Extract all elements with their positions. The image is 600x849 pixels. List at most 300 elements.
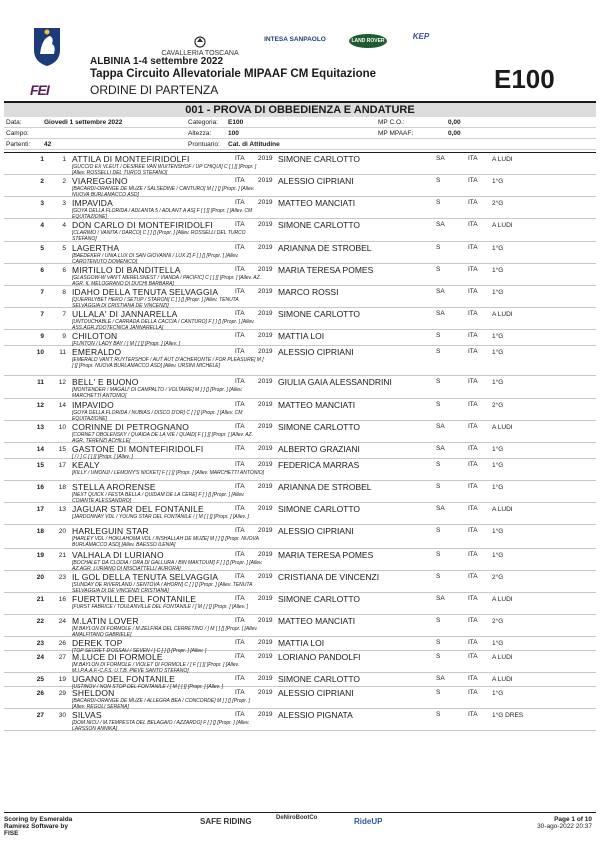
sponsor-rideup: RideUP [354,817,383,826]
order-position: 19 [36,552,44,559]
table-row [4,242,596,264]
rider-class: 1°G [492,462,504,469]
rider-nation: ITA [468,378,478,385]
horse-nation: ITA [235,445,245,452]
horse-name: MIRTILLO DI BANDITELLA [72,265,181,275]
horse-year: 2019 [258,639,273,646]
table-row [4,593,596,615]
horse-year: 2019 [258,675,273,682]
rider-category: SA [436,595,445,602]
prontuario-label: Prontuario: [188,141,220,148]
order-position: 16 [36,484,44,491]
horse-name: GASTONE DI MONTEFIRIDOLFI [72,444,204,454]
horse-pedigree: [EMERALD VAN'T RUYTERSHOF / AUT AUT D'ACHERONTE / FOR PLEASURE] M [ ] [] [Propr. NUOVA BURLAMACCO ASD] [Allev. URSINI MICHELE] [72,357,264,369]
table-row [4,481,596,503]
horse-name: JAGUAR STAR DEL FONTANILE [72,504,204,514]
rider-class: A LUDI [492,654,513,661]
horse-year: 2019 [258,445,273,452]
order-position: 24 [36,654,44,661]
rider-category: S [436,177,441,184]
scoring-credit: Scoring by Esmeralda Ramirez Software by FISE [4,816,73,837]
rider-name: ALESSIO CIPRIANI [278,347,354,357]
order-position: 20 [36,574,44,581]
rider-class: A LUDI [492,506,513,513]
competition-title: 001 - PROVA DI OBBEDIENZA E ANDATURE [4,101,596,117]
class-code: E100 [494,64,555,94]
horse-name: STELLA ARORENSE [72,482,156,492]
rider-category: S [436,332,441,339]
horse-nation: ITA [235,378,245,385]
horse-year: 2019 [258,689,273,696]
horse-year: 2019 [258,595,273,602]
rider-category: SA [436,221,445,228]
rider-name: SIMONE CARLOTTO [278,154,361,164]
table-row [4,637,596,654]
horse-pedigree: [M.BAYLON DI FORMOLE / M.ZELFIRA DEL CERRETINO / ] M [ ] [] [Propr. ] [Allev. AMALFITANO GABRIELE] [72,626,258,638]
horse-pedigree: [GLASGOW-W VAN'T MERELSNEST / VIANDA / PACIFIC] C [ ] [] [Propr. ] [Allev. AZ. AGR. IL MELOGRANO DI DUCHI BARBARA] [72,275,262,287]
rider-class: 1°G [492,289,504,296]
horse-name: IL GOL DELLA TENUTA SELVAGGIA [72,572,219,582]
rider-category: S [436,617,441,624]
horse-name: IDAHO DELLA TENUTA SELVAGGIA [72,287,219,297]
horse-nation: ITA [235,348,245,355]
horse-nation: ITA [235,711,245,718]
page-info [537,816,592,830]
horse-year: 2019 [258,483,273,490]
rider-category: SA [436,310,445,317]
horse-name: BELL' E BUONO [72,377,139,387]
horse-pedigree: [USTINOV / NON STOP DEL FONTANILE / ] M [ ] [] [Propr. ] [Allev. ] [72,684,223,690]
mpmpaaf-label: MP MPAAF: [378,130,414,137]
partenti-label: Partenti: [6,141,31,148]
order-position: 7 [40,311,44,318]
table-row [4,219,596,242]
rider-name: GIULIA GAIA ALESSANDRINI [278,377,392,387]
order-position: 3 [40,200,44,207]
table-row [4,459,596,481]
horse-name: M.LATIN LOVER [72,616,139,626]
rider-category: S [436,461,441,468]
horse-name: LAGERTHA [72,243,120,253]
rider-class: 1°G [492,245,504,252]
bib-number: 29 [58,690,66,697]
rider-nation: ITA [468,445,478,452]
data-value: Giovedì 1 settembre 2022 [44,119,123,126]
horse-nation: ITA [235,310,245,317]
horse-nation: ITA [235,505,245,512]
table-row [4,308,596,330]
rider-nation: ITA [468,155,478,162]
horse-pedigree: [BACARDI-ORANGE DE MUZE / SALSEDINE / CANTURO] M [ ] [] [Propr. ] [Allev. NUOVA BURLAMACCO ASD] [72,186,255,198]
bib-number: 2 [62,178,66,185]
horse-nation: ITA [235,653,245,660]
table-row [4,399,596,421]
rider-class: 2°G [492,574,504,581]
horse-pedigree: [M.BAYLON DI FORMOLE / VIOLET DI FORMOLE / ] F [ ] [] [Propr. ] [Allev. M.I.P.A.A.F.-C.F.S. U.T.B. PIEVE SANTO STEFANO] [72,662,240,674]
bib-number: 18 [58,484,66,491]
rider-name: SIMONE CARLOTTO [278,309,361,319]
order-position: 18 [36,528,44,535]
order-position: 21 [36,596,44,603]
horse-pedigree: [MONTENDER / MAGALI' DI CAMPALTO / VOLTAIRE] M [ ] [] [Propr. ] [Allev. MARCHETTI ANTONIO] [72,387,243,399]
order-position: 25 [36,676,44,683]
rider-nation: ITA [468,527,478,534]
order-position: 5 [40,245,44,252]
rider-class: 1°G [492,446,504,453]
bib-number: 19 [58,676,66,683]
table-row [4,197,596,219]
rider-category: S [436,711,441,718]
rider-name: ALESSIO CIPRIANI [278,688,354,698]
rider-category: S [436,639,441,646]
horse-pedigree: [CORNET OBOLENSKY / QUAIDA DE LA VIE / QUAID] F [ ] [] [Propr. ] [Allev. AZ. AGR. TERENZI ACHILLE] [72,432,253,444]
horse-year: 2019 [258,199,273,206]
horse-pedigree: [FLINTON / LADY BAY / ] M [ ] [] [Propr. ] [Allev. ] [72,341,180,347]
rider-name: CRISTIANA DE VINCENZI [278,572,380,582]
sponsor-intesa-sanpaolo: INTESA SANPAOLO [264,36,326,43]
rider-category: S [436,348,441,355]
horse-pedigree: [KILLY / UMONJI / LEMONY'S NICKET] F [ ] [] [Propr. ] [Allev. MARCHETTI ANTONIO] [72,470,265,476]
rider-nation: ITA [468,573,478,580]
bib-number: 17 [58,462,66,469]
event-date: ALBINIA 1-4 settembre 2022 [90,56,224,67]
rider-nation: ITA [468,332,478,339]
rider-nation: ITA [468,711,478,718]
order-title: ORDINE DI PARTENZA [90,83,219,97]
rider-nation: ITA [468,244,478,251]
table-row [4,525,596,549]
rider-name: MATTEO MANCIATI [278,198,356,208]
rider-nation: ITA [468,348,478,355]
prontuario-value: Cat. di Attitudine [228,141,280,148]
rider-category: S [436,199,441,206]
rider-name: MATTIA LOI [278,638,325,648]
rider-name: ALESSIO CIPRIANI [278,176,354,186]
rider-category: S [436,573,441,580]
bib-number: 9 [62,333,66,340]
print-timestamp: 30-ago-2022 20:37 [537,823,592,830]
meta-row-3 [4,139,596,150]
horse-name: CORINNE DI PETROGNANO [72,422,190,432]
order-position: 1 [40,156,44,163]
horse-name: FUERTVILLE DEL FONTANILE [72,594,197,604]
bib-number: 26 [58,640,66,647]
order-position: 11 [37,379,44,386]
order-position: 6 [40,267,44,274]
mpmpaaf-value: 0,00 [448,130,461,137]
horse-name: SHELDON [72,688,115,698]
bib-number: 7 [62,311,66,318]
rider-name: MATTEO MANCIATI [278,616,356,626]
altezza-label: Altezza: [188,130,212,137]
horse-year: 2019 [258,573,273,580]
horse-pedigree: [TOP SECRET D'OSSAU / SEVEN / ] C [ ] [] [Propr. ] [Allev. ] [72,648,207,654]
bib-number: 24 [58,618,66,625]
horse-pedigree: [QUERRLYBET HERO / SETUP / STARON] C [ ] [] [Propr. ] [Allev. TENUTA SELVAGGIA DI CRISTIANA DE VINCENZI] [72,297,239,309]
rider-name: ARIANNA DE STROBEL [278,482,372,492]
rider-category: S [436,266,441,273]
horse-name: EMERALDO [72,347,122,357]
bib-number: 21 [58,552,66,559]
horse-year: 2019 [258,401,273,408]
horse-year: 2019 [258,505,273,512]
categoria-value: E100 [228,119,244,126]
rider-category: S [436,689,441,696]
horse-name: UGANO DEL FONTANILE [72,674,175,684]
rider-nation: ITA [468,310,478,317]
order-position: 7 [40,289,44,296]
rider-class: 1°G [492,640,504,647]
horse-nation: ITA [235,483,245,490]
rider-category: SA [436,155,445,162]
horse-name: KEALY [72,460,100,470]
rider-name: SIMONE CARLOTTO [278,674,361,684]
rider-nation: ITA [468,177,478,184]
horse-name: IMPAVIDA [72,198,113,208]
categoria-label: Categoria: [188,119,218,126]
rider-nation: ITA [468,199,478,206]
horse-year: 2019 [258,244,273,251]
table-row [4,503,596,525]
horse-name: ULLALA' DI JANNARELLA [72,309,178,319]
rider-class: A LUDI [492,424,513,431]
horse-year: 2019 [258,653,273,660]
horse-nation: ITA [235,423,245,430]
horse-pedigree: [HARLEY VDL / HOKLAHOMA VDL / INSHALLAH DE MUZE] M [ ] [] [Propr. NUOVA BURLAMACCO ASD] [Allev. BAESSO ILENIA] [72,536,259,548]
horse-pedigree: [GUCCIO EX VLEUT / DESIREE VAN WUITENSHOF / UP CHIQUI] C [ ] [] [Propr. ] [Allev. ROSSELLI DEL TURCO STEFANO] [72,164,257,176]
table-row [4,153,596,175]
horse-name: VALHALA DI LURIANO [72,550,164,560]
rider-name: SIMONE CARLOTTO [278,594,361,604]
altezza-value: 100 [228,130,239,137]
horse-pedigree: [ / / ] C [ ] [] [Propr. ] [Allev. ] [72,454,133,460]
horse-nation: ITA [235,199,245,206]
table-row [4,346,596,376]
horse-name: IMPAVIDO [72,400,114,410]
bib-number: 6 [62,267,66,274]
rider-class: 1°G [492,528,504,535]
horse-nation: ITA [235,266,245,273]
horse-pedigree: [DOM NICU / M.TEMPESTA DEL BELAGAIO / AZZARDO] F [ ] [] [Propr. ] [Allev. LARSSON ANNIKA] [72,720,250,732]
bib-number: 5 [62,245,66,252]
rider-nation: ITA [468,639,478,646]
rider-name: FEDERICA MARRAS [278,460,360,470]
order-position: 23 [36,640,44,647]
horse-pedigree: [SUNDAY DE RIVERLAND / SENTOVA / AHORN] C [ ] [] [Propr. ] [Allev. TENUTA SELVAGGIA DI DE VINCENZI CRISTIANA] [72,582,253,594]
horse-pedigree: [GOYA DELLA FLORIDA / NUBIAS / DISCO D'OR] C [ ] [] [Propr. ] [Allev. CM EQUITAZIONE] [72,410,243,422]
horse-nation: ITA [235,675,245,682]
rider-class: 1°G [492,349,504,356]
table-row [4,175,596,197]
order-position: 12 [36,402,44,409]
horse-nation: ITA [235,461,245,468]
bib-number: 10 [58,424,66,431]
horse-name: HARLEGUIN STAR [72,526,149,536]
rider-nation: ITA [468,505,478,512]
horse-name: VIAREGGINO [72,176,128,186]
order-position: 9 [40,333,44,340]
bib-number: 4 [62,222,66,229]
horse-year: 2019 [258,155,273,162]
rider-name: SIMONE CARLOTTO [278,504,361,514]
rider-class: A LUDI [492,676,513,683]
fei-logo: FEI [30,82,49,98]
rider-nation: ITA [468,401,478,408]
rider-class: 2°G [492,402,504,409]
rider-name: SIMONE CARLOTTO [278,422,361,432]
horse-nation: ITA [235,689,245,696]
horse-name: DEREK TOP [72,638,123,648]
horse-year: 2019 [258,221,273,228]
table-row [4,687,596,709]
order-position: 14 [36,446,44,453]
horse-year: 2019 [258,711,273,718]
horse-year: 2019 [258,332,273,339]
rider-nation: ITA [468,675,478,682]
meta-row-2 [4,128,596,139]
rider-class: 1°G [492,178,504,185]
order-position: 10 [36,349,44,356]
bib-number: 16 [58,596,66,603]
order-position: 27 [36,712,44,719]
campo-label: Campo: [6,130,29,137]
table-row [4,549,596,571]
horse-year: 2019 [258,461,273,468]
horse-pedigree: [BOCHALET DA CLODIA / ORA DI GALLURA / BIN MAKTOUM] F [ ] [] [Propr. ] [Allev. AZ.AGR. LURIANO DI MISCIATTELLI AURORA] [72,560,263,572]
horse-nation: ITA [235,332,245,339]
rider-category: S [436,378,441,385]
bib-number: 3 [62,200,66,207]
fise-logo [28,24,66,68]
rider-class: 1°G [492,484,504,491]
rider-name: ARIANNA DE STROBEL [278,243,372,253]
rider-class: 1°G [492,552,504,559]
rider-name: MATTIA LOI [278,331,325,341]
sponsor-safe-riding: SAFE RIDING [200,817,252,826]
bib-number: 23 [58,574,66,581]
table-row [4,651,596,673]
rider-name: LORIANO PANDOLFI [278,652,361,662]
rider-nation: ITA [468,221,478,228]
rider-category: SA [436,675,445,682]
rider-nation: ITA [468,617,478,624]
rider-class: 1°G [492,379,504,386]
sponsor-cavalleria-toscana: CAVALLERIA TOSCANA [160,36,240,57]
horse-name: ATTILA DI MONTEFIRIDOLFI [72,154,190,164]
order-position: 17 [36,506,44,513]
bib-number: 8 [62,289,66,296]
page-footer [4,812,596,837]
rider-class: A LUDI [492,222,513,229]
order-position: 2 [40,178,44,185]
horse-nation: ITA [235,288,245,295]
bib-number: 15 [58,446,66,453]
horse-nation: ITA [235,551,245,558]
horse-pedigree: [GOYA DELLA FLORIDA / ADLANTA 5 / ADLANT A AS] F [ ] [] [Propr. ] [Allev. CM EQUITAZIONE] [72,208,253,220]
rider-name: ALESSIO PIGNATA [278,710,353,720]
horse-pedigree: [NEXT QUICK / FESTA BELLA / QUIDAM DE LA CERE] F [ ] [] [Propr. ] [Allev. COIANTE ALESSANDRO] [72,492,245,504]
table-row [4,330,596,346]
rider-nation: ITA [468,551,478,558]
order-position: 22 [36,618,44,625]
rider-class: A LUDI [492,596,513,603]
rider-name: ALBERTO GRAZIANI [278,444,360,454]
rider-category: S [436,653,441,660]
horse-year: 2019 [258,177,273,184]
horse-name: DON CARLO DI MONTEFIRIDOLFI [72,220,213,230]
order-position: 13 [36,424,44,431]
mpco-value: 0,00 [448,119,461,126]
bib-number: 1 [62,156,66,163]
rider-nation: ITA [468,689,478,696]
rider-category: SA [436,505,445,512]
horse-nation: ITA [235,401,245,408]
rider-class: A LUDI [492,311,513,318]
rider-category: S [436,527,441,534]
rider-nation: ITA [468,288,478,295]
horse-year: 2019 [258,310,273,317]
event-name: Tappa Circuito Allevatoriale MIPAAF CM Equitazione [90,68,377,80]
rider-name: MATTEO MANCIATI [278,400,356,410]
horse-nation: ITA [235,244,245,251]
rider-class: 1°G [492,690,504,697]
order-position: 15 [36,462,44,469]
horse-nation: ITA [235,639,245,646]
horse-year: 2019 [258,378,273,385]
table-row [4,376,596,399]
table-row [4,286,596,308]
horse-year: 2019 [258,617,273,624]
data-label: Data: [6,119,22,126]
horse-pedigree: [BACARDI-ORANGE DE MUZE / ALLEGRA BEA / CONCORDE] M [ ] [] [Propr. ] [Allev. REGOLI SERENA] [72,698,250,710]
table-row [4,673,596,690]
table-row [4,264,596,286]
horse-name: M.LUCE DI FORMOLE [72,652,163,662]
rider-name: SIMONE CARLOTTO [278,220,361,230]
order-position: 26 [36,690,44,697]
horse-year: 2019 [258,423,273,430]
horse-year: 2019 [258,288,273,295]
rider-class: 1°G [492,333,504,340]
rider-nation: ITA [468,483,478,490]
table-row [4,571,596,593]
horse-pedigree: [CLARIMO / VANITA / DARCO] C [ ] [] [Propr. ] [Allev. ROSSELLI DEL TURCO STEFANO] [72,230,246,242]
rider-nation: ITA [468,266,478,273]
horse-name: SILVAS [72,710,102,720]
horse-nation: ITA [235,527,245,534]
horse-nation: ITA [235,177,245,184]
page-header [0,0,600,100]
rider-name: MARIA TERESA POMES [278,550,374,560]
sponsor-land-rover: LAND ROVER [349,34,387,48]
rider-nation: ITA [468,423,478,430]
horse-pedigree: [UNTOUCHABLE / CARRADA DELLA CACCIA / CANTURO] F [ ] [] [Propr. ] [Allev. ASS.AGR.ZOOTECNICA JANNARELLA] [72,319,255,331]
sponsor-deniro: DeNiroBootCo [276,815,318,821]
horse-pedigree: [FURST FABRICE / TOULANVILLE DEL FONTANILE / ] M [ ] [] [Propr. ] [Allev. ] [72,604,249,610]
order-position: 4 [40,222,44,229]
rider-class: 1°G [492,267,504,274]
bib-number: 13 [58,506,66,513]
table-row [4,421,596,443]
bib-number: 27 [58,654,66,661]
starting-order-table [4,152,596,731]
sponsor-kep: KEP [412,32,430,41]
cavalleria-crest-icon [193,36,207,48]
horse-year: 2019 [258,348,273,355]
horse-year: 2019 [258,551,273,558]
table-row [4,615,596,637]
rider-class: 1°G DRES [492,712,524,719]
